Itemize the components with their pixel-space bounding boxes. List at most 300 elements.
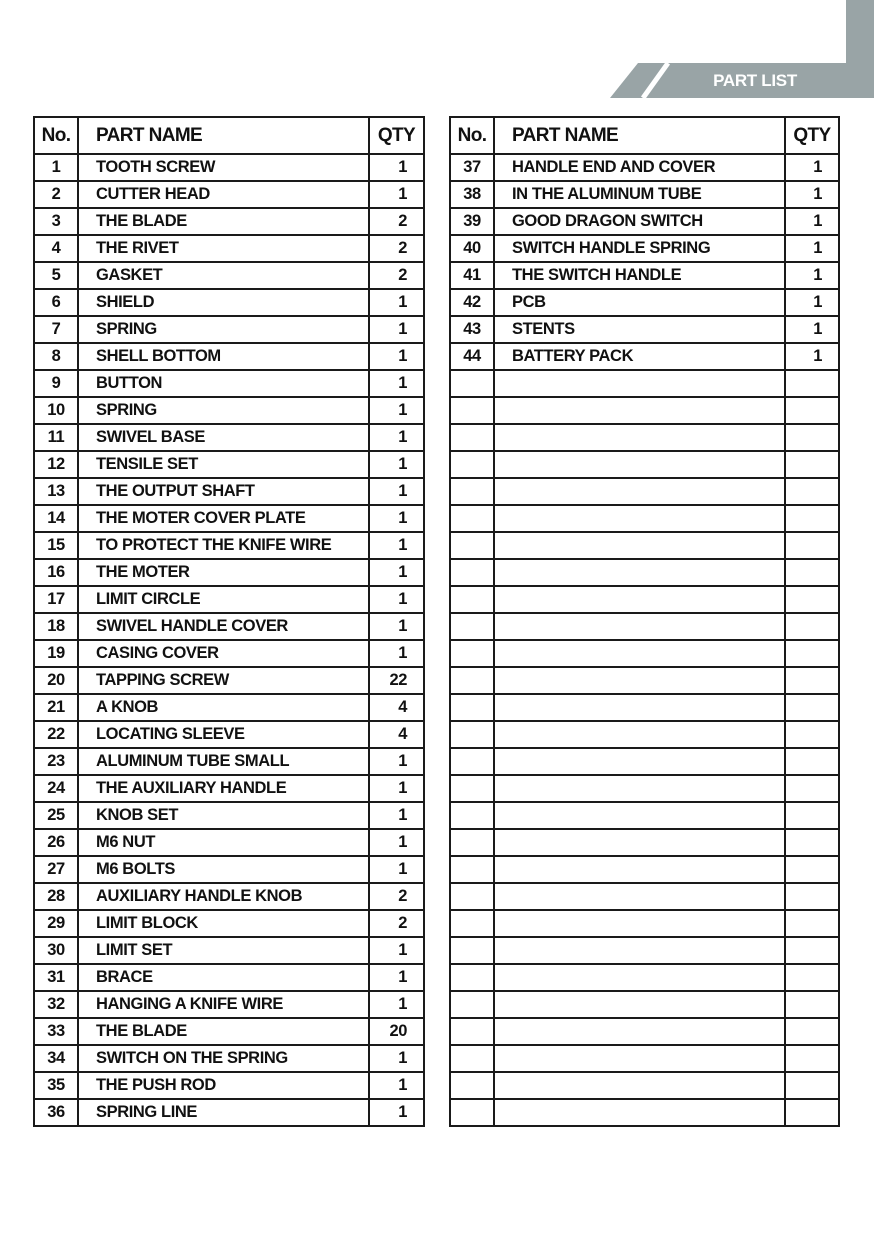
part-number-cell: 40 bbox=[450, 235, 494, 262]
part-number-cell: 44 bbox=[450, 343, 494, 370]
part-number-cell bbox=[450, 829, 494, 856]
part-number-cell: 7 bbox=[34, 316, 78, 343]
part-name-cell: SPRING LINE bbox=[78, 1099, 369, 1126]
table-row bbox=[450, 829, 839, 856]
part-name-cell: TO PROTECT THE KNIFE WIRE bbox=[78, 532, 369, 559]
part-name-cell bbox=[494, 802, 785, 829]
part-name-cell: PCB bbox=[494, 289, 785, 316]
part-number-cell: 27 bbox=[34, 856, 78, 883]
part-number-cell: 17 bbox=[34, 586, 78, 613]
part-number-cell bbox=[450, 640, 494, 667]
page-title: PART LIST bbox=[713, 71, 797, 90]
part-qty-cell: 1 bbox=[369, 478, 424, 505]
part-qty-cell bbox=[785, 883, 839, 910]
part-qty-cell bbox=[785, 991, 839, 1018]
part-number-cell: 3 bbox=[34, 208, 78, 235]
part-name-cell bbox=[494, 883, 785, 910]
part-number-cell: 34 bbox=[34, 1045, 78, 1072]
table-header-row bbox=[34, 117, 424, 154]
part-qty-cell: 1 bbox=[369, 505, 424, 532]
part-name-cell: SHIELD bbox=[78, 289, 369, 316]
part-qty-cell bbox=[785, 397, 839, 424]
table-row bbox=[34, 613, 424, 640]
table-row bbox=[450, 775, 839, 802]
part-name-cell: KNOB SET bbox=[78, 802, 369, 829]
part-number-cell bbox=[450, 1018, 494, 1045]
part-name-cell: TAPPING SCREW bbox=[78, 667, 369, 694]
part-number-cell: 10 bbox=[34, 397, 78, 424]
part-name-cell bbox=[494, 1045, 785, 1072]
table-row bbox=[34, 748, 424, 775]
part-number-cell: 42 bbox=[450, 289, 494, 316]
table-row bbox=[450, 532, 839, 559]
table-row bbox=[34, 262, 424, 289]
part-qty-cell: 1 bbox=[369, 1072, 424, 1099]
table-row bbox=[34, 559, 424, 586]
table-row bbox=[34, 370, 424, 397]
part-qty-cell bbox=[785, 1099, 839, 1126]
table-row bbox=[450, 478, 839, 505]
part-qty-cell: 1 bbox=[369, 370, 424, 397]
part-name-cell bbox=[494, 505, 785, 532]
part-number-cell bbox=[450, 883, 494, 910]
part-name-cell: M6 BOLTS bbox=[78, 856, 369, 883]
table-row bbox=[450, 667, 839, 694]
part-qty-cell bbox=[785, 478, 839, 505]
parts-table-right bbox=[449, 116, 840, 1127]
part-qty-cell: 1 bbox=[369, 532, 424, 559]
table-row bbox=[450, 397, 839, 424]
part-number-cell bbox=[450, 505, 494, 532]
table-row bbox=[34, 991, 424, 1018]
part-name-cell bbox=[494, 1099, 785, 1126]
part-number-cell: 4 bbox=[34, 235, 78, 262]
part-name-cell bbox=[494, 829, 785, 856]
part-number-cell bbox=[450, 370, 494, 397]
part-qty-cell: 1 bbox=[369, 586, 424, 613]
part-number-cell: 37 bbox=[450, 154, 494, 181]
part-name-cell: THE PUSH ROD bbox=[78, 1072, 369, 1099]
part-number-cell bbox=[450, 721, 494, 748]
table-row bbox=[34, 586, 424, 613]
part-number-cell bbox=[450, 856, 494, 883]
part-number-cell bbox=[450, 1045, 494, 1072]
part-number-cell: 36 bbox=[34, 1099, 78, 1126]
table-row bbox=[450, 748, 839, 775]
table-row bbox=[450, 559, 839, 586]
part-qty-cell bbox=[785, 640, 839, 667]
part-qty-cell bbox=[785, 532, 839, 559]
part-name-cell: STENTS bbox=[494, 316, 785, 343]
part-name-cell: THE MOTER COVER PLATE bbox=[78, 505, 369, 532]
part-number-cell: 1 bbox=[34, 154, 78, 181]
part-qty-cell bbox=[785, 775, 839, 802]
table-row bbox=[34, 316, 424, 343]
table-row bbox=[34, 667, 424, 694]
part-qty-cell: 1 bbox=[369, 154, 424, 181]
table-row bbox=[450, 424, 839, 451]
table-row bbox=[450, 181, 839, 208]
table-row bbox=[34, 964, 424, 991]
part-qty-cell: 22 bbox=[369, 667, 424, 694]
table-row bbox=[34, 1099, 424, 1126]
part-number-cell: 41 bbox=[450, 262, 494, 289]
table-row bbox=[34, 937, 424, 964]
part-qty-cell: 4 bbox=[369, 694, 424, 721]
part-number-cell bbox=[450, 964, 494, 991]
table-row bbox=[450, 856, 839, 883]
part-name-cell: IN THE ALUMINUM TUBE bbox=[494, 181, 785, 208]
part-qty-cell: 1 bbox=[369, 802, 424, 829]
part-name-cell bbox=[494, 397, 785, 424]
part-number-cell bbox=[450, 748, 494, 775]
part-name-cell: GOOD DRAGON SWITCH bbox=[494, 208, 785, 235]
part-name-cell: SHELL BOTTOM bbox=[78, 343, 369, 370]
table-row bbox=[450, 262, 839, 289]
part-name-cell bbox=[494, 1018, 785, 1045]
part-number-cell bbox=[450, 991, 494, 1018]
part-qty-cell bbox=[785, 964, 839, 991]
table-row bbox=[450, 316, 839, 343]
part-number-cell bbox=[450, 1072, 494, 1099]
table-row bbox=[450, 1072, 839, 1099]
part-number-cell bbox=[450, 559, 494, 586]
part-number-cell: 2 bbox=[34, 181, 78, 208]
table-row bbox=[34, 181, 424, 208]
part-number-cell: 33 bbox=[34, 1018, 78, 1045]
part-qty-cell: 1 bbox=[369, 856, 424, 883]
part-qty-cell: 1 bbox=[369, 937, 424, 964]
part-number-cell: 31 bbox=[34, 964, 78, 991]
part-number-cell: 32 bbox=[34, 991, 78, 1018]
part-name-cell: GASKET bbox=[78, 262, 369, 289]
part-qty-cell: 1 bbox=[369, 343, 424, 370]
part-qty-cell bbox=[785, 451, 839, 478]
part-name-cell bbox=[494, 613, 785, 640]
part-qty-cell: 1 bbox=[369, 1045, 424, 1072]
part-name-cell bbox=[494, 964, 785, 991]
part-number-cell bbox=[450, 694, 494, 721]
column-header-qty: QTY bbox=[369, 117, 424, 154]
table-row bbox=[450, 1018, 839, 1045]
part-qty-cell: 1 bbox=[369, 424, 424, 451]
part-number-cell: 12 bbox=[34, 451, 78, 478]
part-name-cell: HANGING A KNIFE WIRE bbox=[78, 991, 369, 1018]
part-number-cell: 13 bbox=[34, 478, 78, 505]
part-number-cell: 18 bbox=[34, 613, 78, 640]
table-row bbox=[34, 802, 424, 829]
part-name-cell: THE OUTPUT SHAFT bbox=[78, 478, 369, 505]
part-qty-cell: 1 bbox=[785, 208, 839, 235]
part-number-cell: 15 bbox=[34, 532, 78, 559]
part-name-cell bbox=[494, 640, 785, 667]
part-name-cell bbox=[494, 856, 785, 883]
part-name-cell: SWIVEL HANDLE COVER bbox=[78, 613, 369, 640]
table-row bbox=[450, 640, 839, 667]
part-name-cell bbox=[494, 694, 785, 721]
column-header-qty: QTY bbox=[785, 117, 839, 154]
part-qty-cell: 1 bbox=[369, 559, 424, 586]
part-qty-cell: 1 bbox=[785, 343, 839, 370]
table-row bbox=[450, 370, 839, 397]
part-qty-cell bbox=[785, 856, 839, 883]
part-number-cell: 30 bbox=[34, 937, 78, 964]
table-row bbox=[34, 856, 424, 883]
part-number-cell: 43 bbox=[450, 316, 494, 343]
part-name-cell: THE SWITCH HANDLE bbox=[494, 262, 785, 289]
part-qty-cell: 1 bbox=[369, 748, 424, 775]
part-number-cell bbox=[450, 613, 494, 640]
part-qty-cell: 1 bbox=[785, 316, 839, 343]
part-number-cell bbox=[450, 1099, 494, 1126]
part-number-cell bbox=[450, 775, 494, 802]
table-row bbox=[450, 694, 839, 721]
table-row bbox=[450, 208, 839, 235]
part-number-cell bbox=[450, 424, 494, 451]
table-row bbox=[34, 1045, 424, 1072]
part-number-cell: 5 bbox=[34, 262, 78, 289]
part-qty-cell: 1 bbox=[369, 775, 424, 802]
part-name-cell: LIMIT BLOCK bbox=[78, 910, 369, 937]
column-header-no: No. bbox=[34, 117, 78, 154]
table-row bbox=[34, 775, 424, 802]
part-name-cell: TOOTH SCREW bbox=[78, 154, 369, 181]
part-name-cell bbox=[494, 559, 785, 586]
part-qty-cell: 2 bbox=[369, 883, 424, 910]
column-header-part-name: PART NAME bbox=[78, 117, 369, 154]
table-row bbox=[34, 721, 424, 748]
table-row bbox=[34, 640, 424, 667]
table-row bbox=[450, 505, 839, 532]
part-qty-cell: 1 bbox=[369, 316, 424, 343]
part-name-cell bbox=[494, 451, 785, 478]
part-number-cell: 6 bbox=[34, 289, 78, 316]
part-number-cell bbox=[450, 802, 494, 829]
part-qty-cell bbox=[785, 613, 839, 640]
part-name-cell: CUTTER HEAD bbox=[78, 181, 369, 208]
part-name-cell bbox=[494, 1072, 785, 1099]
part-number-cell bbox=[450, 397, 494, 424]
table-row bbox=[450, 613, 839, 640]
part-qty-cell: 20 bbox=[369, 1018, 424, 1045]
table-row bbox=[450, 154, 839, 181]
table-row bbox=[450, 343, 839, 370]
table-row bbox=[34, 478, 424, 505]
part-qty-cell: 1 bbox=[785, 235, 839, 262]
part-name-cell bbox=[494, 910, 785, 937]
part-qty-cell: 2 bbox=[369, 262, 424, 289]
column-header-no: No. bbox=[450, 117, 494, 154]
part-number-cell bbox=[450, 910, 494, 937]
part-number-cell: 25 bbox=[34, 802, 78, 829]
part-qty-cell bbox=[785, 694, 839, 721]
part-qty-cell bbox=[785, 1072, 839, 1099]
table-row bbox=[34, 424, 424, 451]
part-qty-cell bbox=[785, 910, 839, 937]
table-row bbox=[34, 532, 424, 559]
part-qty-cell: 1 bbox=[369, 181, 424, 208]
table-header-row bbox=[450, 117, 839, 154]
part-name-cell: M6 NUT bbox=[78, 829, 369, 856]
table-row bbox=[450, 964, 839, 991]
table-row bbox=[34, 1018, 424, 1045]
part-number-cell bbox=[450, 667, 494, 694]
part-qty-cell bbox=[785, 721, 839, 748]
part-number-cell: 26 bbox=[34, 829, 78, 856]
part-qty-cell: 1 bbox=[369, 640, 424, 667]
part-number-cell: 28 bbox=[34, 883, 78, 910]
table-row bbox=[34, 505, 424, 532]
table-row bbox=[450, 910, 839, 937]
part-number-cell bbox=[450, 586, 494, 613]
table-row bbox=[450, 1045, 839, 1072]
part-number-cell: 35 bbox=[34, 1072, 78, 1099]
table-row bbox=[34, 451, 424, 478]
part-qty-cell: 1 bbox=[785, 181, 839, 208]
table-row bbox=[450, 721, 839, 748]
part-number-cell: 9 bbox=[34, 370, 78, 397]
part-name-cell: SPRING bbox=[78, 397, 369, 424]
table-row bbox=[34, 910, 424, 937]
part-qty-cell: 1 bbox=[369, 991, 424, 1018]
part-name-cell bbox=[494, 586, 785, 613]
part-qty-cell bbox=[785, 802, 839, 829]
table-row bbox=[450, 883, 839, 910]
table-row bbox=[34, 343, 424, 370]
part-number-cell: 19 bbox=[34, 640, 78, 667]
part-name-cell: SWIVEL BASE bbox=[78, 424, 369, 451]
part-number-cell: 38 bbox=[450, 181, 494, 208]
part-name-cell bbox=[494, 532, 785, 559]
part-number-cell: 21 bbox=[34, 694, 78, 721]
part-name-cell bbox=[494, 775, 785, 802]
part-qty-cell bbox=[785, 829, 839, 856]
part-qty-cell bbox=[785, 559, 839, 586]
part-name-cell: BUTTON bbox=[78, 370, 369, 397]
part-qty-cell: 1 bbox=[369, 829, 424, 856]
part-qty-cell bbox=[785, 748, 839, 775]
part-number-cell: 23 bbox=[34, 748, 78, 775]
parts-table-left bbox=[33, 116, 425, 1127]
part-qty-cell: 1 bbox=[785, 289, 839, 316]
part-qty-cell bbox=[785, 586, 839, 613]
part-name-cell bbox=[494, 721, 785, 748]
part-number-cell: 29 bbox=[34, 910, 78, 937]
column-header-part-name: PART NAME bbox=[494, 117, 785, 154]
table-row bbox=[450, 451, 839, 478]
part-number-cell: 11 bbox=[34, 424, 78, 451]
part-number-cell: 24 bbox=[34, 775, 78, 802]
part-name-cell bbox=[494, 937, 785, 964]
part-qty-cell bbox=[785, 667, 839, 694]
part-name-cell bbox=[494, 478, 785, 505]
part-qty-cell bbox=[785, 1045, 839, 1072]
part-name-cell bbox=[494, 991, 785, 1018]
part-name-cell: SWITCH HANDLE SPRING bbox=[494, 235, 785, 262]
table-row bbox=[450, 991, 839, 1018]
table-row bbox=[450, 235, 839, 262]
part-number-cell bbox=[450, 451, 494, 478]
table-row bbox=[450, 937, 839, 964]
table-row bbox=[34, 154, 424, 181]
part-qty-cell bbox=[785, 424, 839, 451]
part-number-cell: 20 bbox=[34, 667, 78, 694]
part-qty-cell: 1 bbox=[369, 289, 424, 316]
part-name-cell bbox=[494, 667, 785, 694]
part-name-cell: AUXILIARY HANDLE KNOB bbox=[78, 883, 369, 910]
part-qty-cell: 1 bbox=[785, 154, 839, 181]
part-name-cell bbox=[494, 424, 785, 451]
part-qty-cell: 1 bbox=[369, 397, 424, 424]
part-qty-cell: 2 bbox=[369, 208, 424, 235]
part-number-cell: 22 bbox=[34, 721, 78, 748]
part-qty-cell: 2 bbox=[369, 910, 424, 937]
table-row bbox=[34, 397, 424, 424]
part-number-cell bbox=[450, 478, 494, 505]
part-number-cell: 16 bbox=[34, 559, 78, 586]
part-name-cell: THE BLADE bbox=[78, 208, 369, 235]
part-name-cell: A KNOB bbox=[78, 694, 369, 721]
part-number-cell: 39 bbox=[450, 208, 494, 235]
part-qty-cell: 1 bbox=[785, 262, 839, 289]
part-qty-cell bbox=[785, 505, 839, 532]
part-name-cell: TENSILE SET bbox=[78, 451, 369, 478]
table-row bbox=[34, 1072, 424, 1099]
part-name-cell: LOCATING SLEEVE bbox=[78, 721, 369, 748]
part-number-cell bbox=[450, 532, 494, 559]
part-qty-cell: 1 bbox=[369, 451, 424, 478]
part-name-cell bbox=[494, 748, 785, 775]
part-name-cell: LIMIT CIRCLE bbox=[78, 586, 369, 613]
table-row bbox=[450, 289, 839, 316]
part-name-cell: THE RIVET bbox=[78, 235, 369, 262]
table-row bbox=[34, 289, 424, 316]
table-row bbox=[34, 883, 424, 910]
part-name-cell: THE BLADE bbox=[78, 1018, 369, 1045]
part-name-cell bbox=[494, 370, 785, 397]
part-qty-cell: 4 bbox=[369, 721, 424, 748]
part-qty-cell bbox=[785, 937, 839, 964]
part-name-cell: HANDLE END AND COVER bbox=[494, 154, 785, 181]
corner-accent-bar bbox=[846, 0, 874, 70]
table-row bbox=[34, 208, 424, 235]
part-name-cell: LIMIT SET bbox=[78, 937, 369, 964]
part-qty-cell bbox=[785, 370, 839, 397]
part-number-cell: 14 bbox=[34, 505, 78, 532]
part-name-cell: SWITCH ON THE SPRING bbox=[78, 1045, 369, 1072]
part-name-cell: CASING COVER bbox=[78, 640, 369, 667]
table-row bbox=[34, 829, 424, 856]
part-number-cell bbox=[450, 937, 494, 964]
part-qty-cell: 1 bbox=[369, 1099, 424, 1126]
table-row bbox=[34, 235, 424, 262]
part-number-cell: 8 bbox=[34, 343, 78, 370]
table-row bbox=[34, 694, 424, 721]
table-row bbox=[450, 1099, 839, 1126]
part-qty-cell: 2 bbox=[369, 235, 424, 262]
table-row bbox=[450, 586, 839, 613]
part-name-cell: BRACE bbox=[78, 964, 369, 991]
part-name-cell: THE AUXILIARY HANDLE bbox=[78, 775, 369, 802]
part-name-cell: SPRING bbox=[78, 316, 369, 343]
part-name-cell: THE MOTER bbox=[78, 559, 369, 586]
part-name-cell: ALUMINUM TUBE SMALL bbox=[78, 748, 369, 775]
part-qty-cell: 1 bbox=[369, 613, 424, 640]
table-row bbox=[450, 802, 839, 829]
part-qty-cell bbox=[785, 1018, 839, 1045]
part-qty-cell: 1 bbox=[369, 964, 424, 991]
part-name-cell: BATTERY PACK bbox=[494, 343, 785, 370]
